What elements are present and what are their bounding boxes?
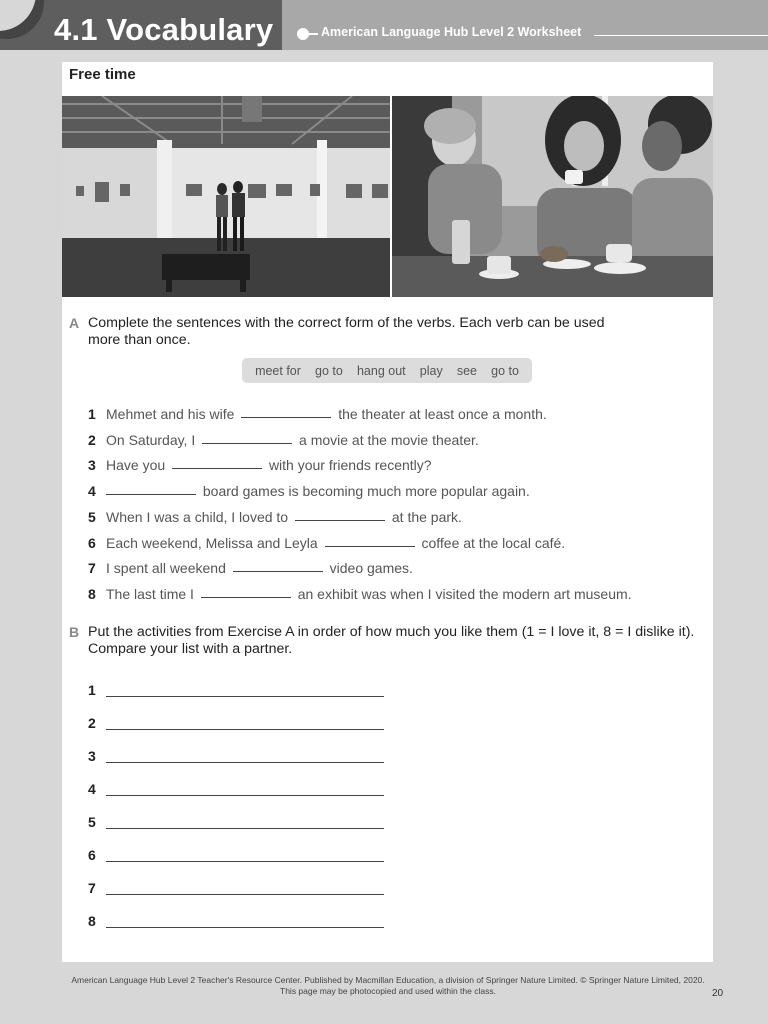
page-title: 4.1 Vocabulary bbox=[54, 12, 274, 47]
word-box-item: go to bbox=[491, 363, 519, 378]
word-box-item: see bbox=[456, 363, 477, 378]
exercise-b-letter: B bbox=[69, 624, 80, 640]
footer-copyright: American Language Hub Level 2 Teacher's Resource Center. Published by Macmillan Education, a division of Springer Nature Limited. © Springer Nature Limited, 2020. bbox=[71, 975, 705, 985]
answer-blank[interactable] bbox=[325, 545, 415, 547]
answer-blank[interactable] bbox=[106, 493, 196, 495]
sentence-number: 1 bbox=[88, 406, 96, 422]
sentence-text-after: an exhibit was when I visited the modern art museum. bbox=[297, 585, 632, 602]
sentence-number: 8 bbox=[88, 585, 96, 602]
sentence-text-before: Each weekend, Melissa and Leyla bbox=[106, 534, 318, 551]
gallery-photo bbox=[62, 96, 390, 297]
footer-photocopy-note: This page may be photocopied and used within the class. bbox=[280, 986, 496, 996]
page-number: 20 bbox=[712, 988, 724, 999]
word-box-item: meet for bbox=[255, 363, 301, 378]
footer bbox=[60, 975, 716, 997]
ranking-row bbox=[62, 880, 713, 900]
answer-blank[interactable] bbox=[233, 570, 323, 572]
sentence-number: 2 bbox=[88, 431, 96, 448]
ranking-number: 6 bbox=[88, 847, 96, 863]
sentence-text-after: coffee at the local café. bbox=[421, 534, 566, 551]
word-box bbox=[242, 358, 532, 383]
ranking-row bbox=[62, 913, 713, 933]
sentence-text-before: I spent all weekend bbox=[106, 560, 226, 577]
ranking-answer-line[interactable] bbox=[106, 762, 384, 763]
sentence-text-after: a movie at the movie theater. bbox=[299, 431, 479, 448]
answer-blank[interactable] bbox=[241, 416, 331, 418]
ranking-row bbox=[62, 715, 713, 735]
exercise-b-instruction-line2: Compare your list with a partner. bbox=[88, 641, 293, 657]
ranking-number: 8 bbox=[88, 913, 96, 929]
sentence-text-after: the theater at least once a month. bbox=[338, 406, 547, 422]
sentence-number: 5 bbox=[88, 508, 96, 525]
answer-blank[interactable] bbox=[172, 467, 262, 469]
exercise-a-instruction-line2: more than once. bbox=[88, 332, 191, 348]
word-box-item: play bbox=[419, 363, 443, 378]
ranking-number: 7 bbox=[88, 880, 96, 896]
ranking-answer-line[interactable] bbox=[106, 894, 384, 895]
series-label: American Language Hub Level 2 Worksheet bbox=[321, 25, 582, 39]
ranking-row bbox=[62, 847, 713, 867]
sentence-number: 3 bbox=[88, 457, 96, 474]
sentence-text-after: board games is becoming much more popular again. bbox=[202, 483, 530, 500]
sentence-text-before: The last time I bbox=[106, 585, 194, 602]
exercise-b-instruction-line1: Put the activities from Exercise A in order of how much you like them (1 = I love it, 8 = I dislike it). bbox=[88, 624, 695, 640]
sentence-text-before: Mehmet and his wife bbox=[106, 406, 235, 422]
exercise-a-letter: A bbox=[69, 315, 80, 331]
exercise-a-instruction-line1: Complete the sentences with the correct form of the verbs. Each verb can be used bbox=[88, 315, 605, 331]
ranking-number: 4 bbox=[88, 781, 96, 797]
ranking-answer-line[interactable] bbox=[106, 729, 384, 730]
ranking-answer-line[interactable] bbox=[106, 861, 384, 862]
ranking-number: 5 bbox=[88, 814, 96, 830]
answer-blank[interactable] bbox=[295, 519, 385, 521]
sentence-text-after: video games. bbox=[329, 560, 413, 577]
ranking-number: 3 bbox=[88, 748, 96, 764]
ranking-answer-line[interactable] bbox=[106, 927, 384, 928]
answer-blank[interactable] bbox=[202, 442, 292, 444]
ranking-answer-line[interactable] bbox=[106, 795, 384, 796]
section-title: Free time bbox=[69, 66, 136, 83]
ranking-number: 1 bbox=[88, 682, 96, 698]
sentence-number: 4 bbox=[88, 483, 96, 500]
ranking-row bbox=[62, 748, 713, 768]
cafe-friends-photo bbox=[392, 96, 713, 297]
worksheet-card bbox=[62, 62, 713, 962]
bullet-connector bbox=[306, 33, 318, 35]
sentence-number: 6 bbox=[88, 534, 96, 551]
sentence-text-before: Have you bbox=[106, 457, 166, 474]
answer-blank[interactable] bbox=[201, 596, 291, 598]
sentence-text-before: When I was a child, I loved to bbox=[106, 508, 289, 525]
sentence-number: 7 bbox=[88, 560, 96, 577]
ranking-number: 2 bbox=[88, 715, 96, 731]
header-rule bbox=[594, 35, 768, 36]
ranking-answer-line[interactable] bbox=[106, 828, 384, 829]
ranking-row bbox=[62, 682, 713, 702]
ranking-row bbox=[62, 814, 713, 834]
sentence-text-after: with your friends recently? bbox=[268, 457, 432, 474]
ranking-row bbox=[62, 781, 713, 801]
ranking-answer-line[interactable] bbox=[106, 696, 384, 697]
word-box-item: hang out bbox=[356, 363, 406, 378]
word-box-item: go to bbox=[315, 363, 343, 378]
sentence-text-before: On Saturday, I bbox=[106, 431, 196, 448]
sentence-text-after: at the park. bbox=[391, 508, 462, 525]
